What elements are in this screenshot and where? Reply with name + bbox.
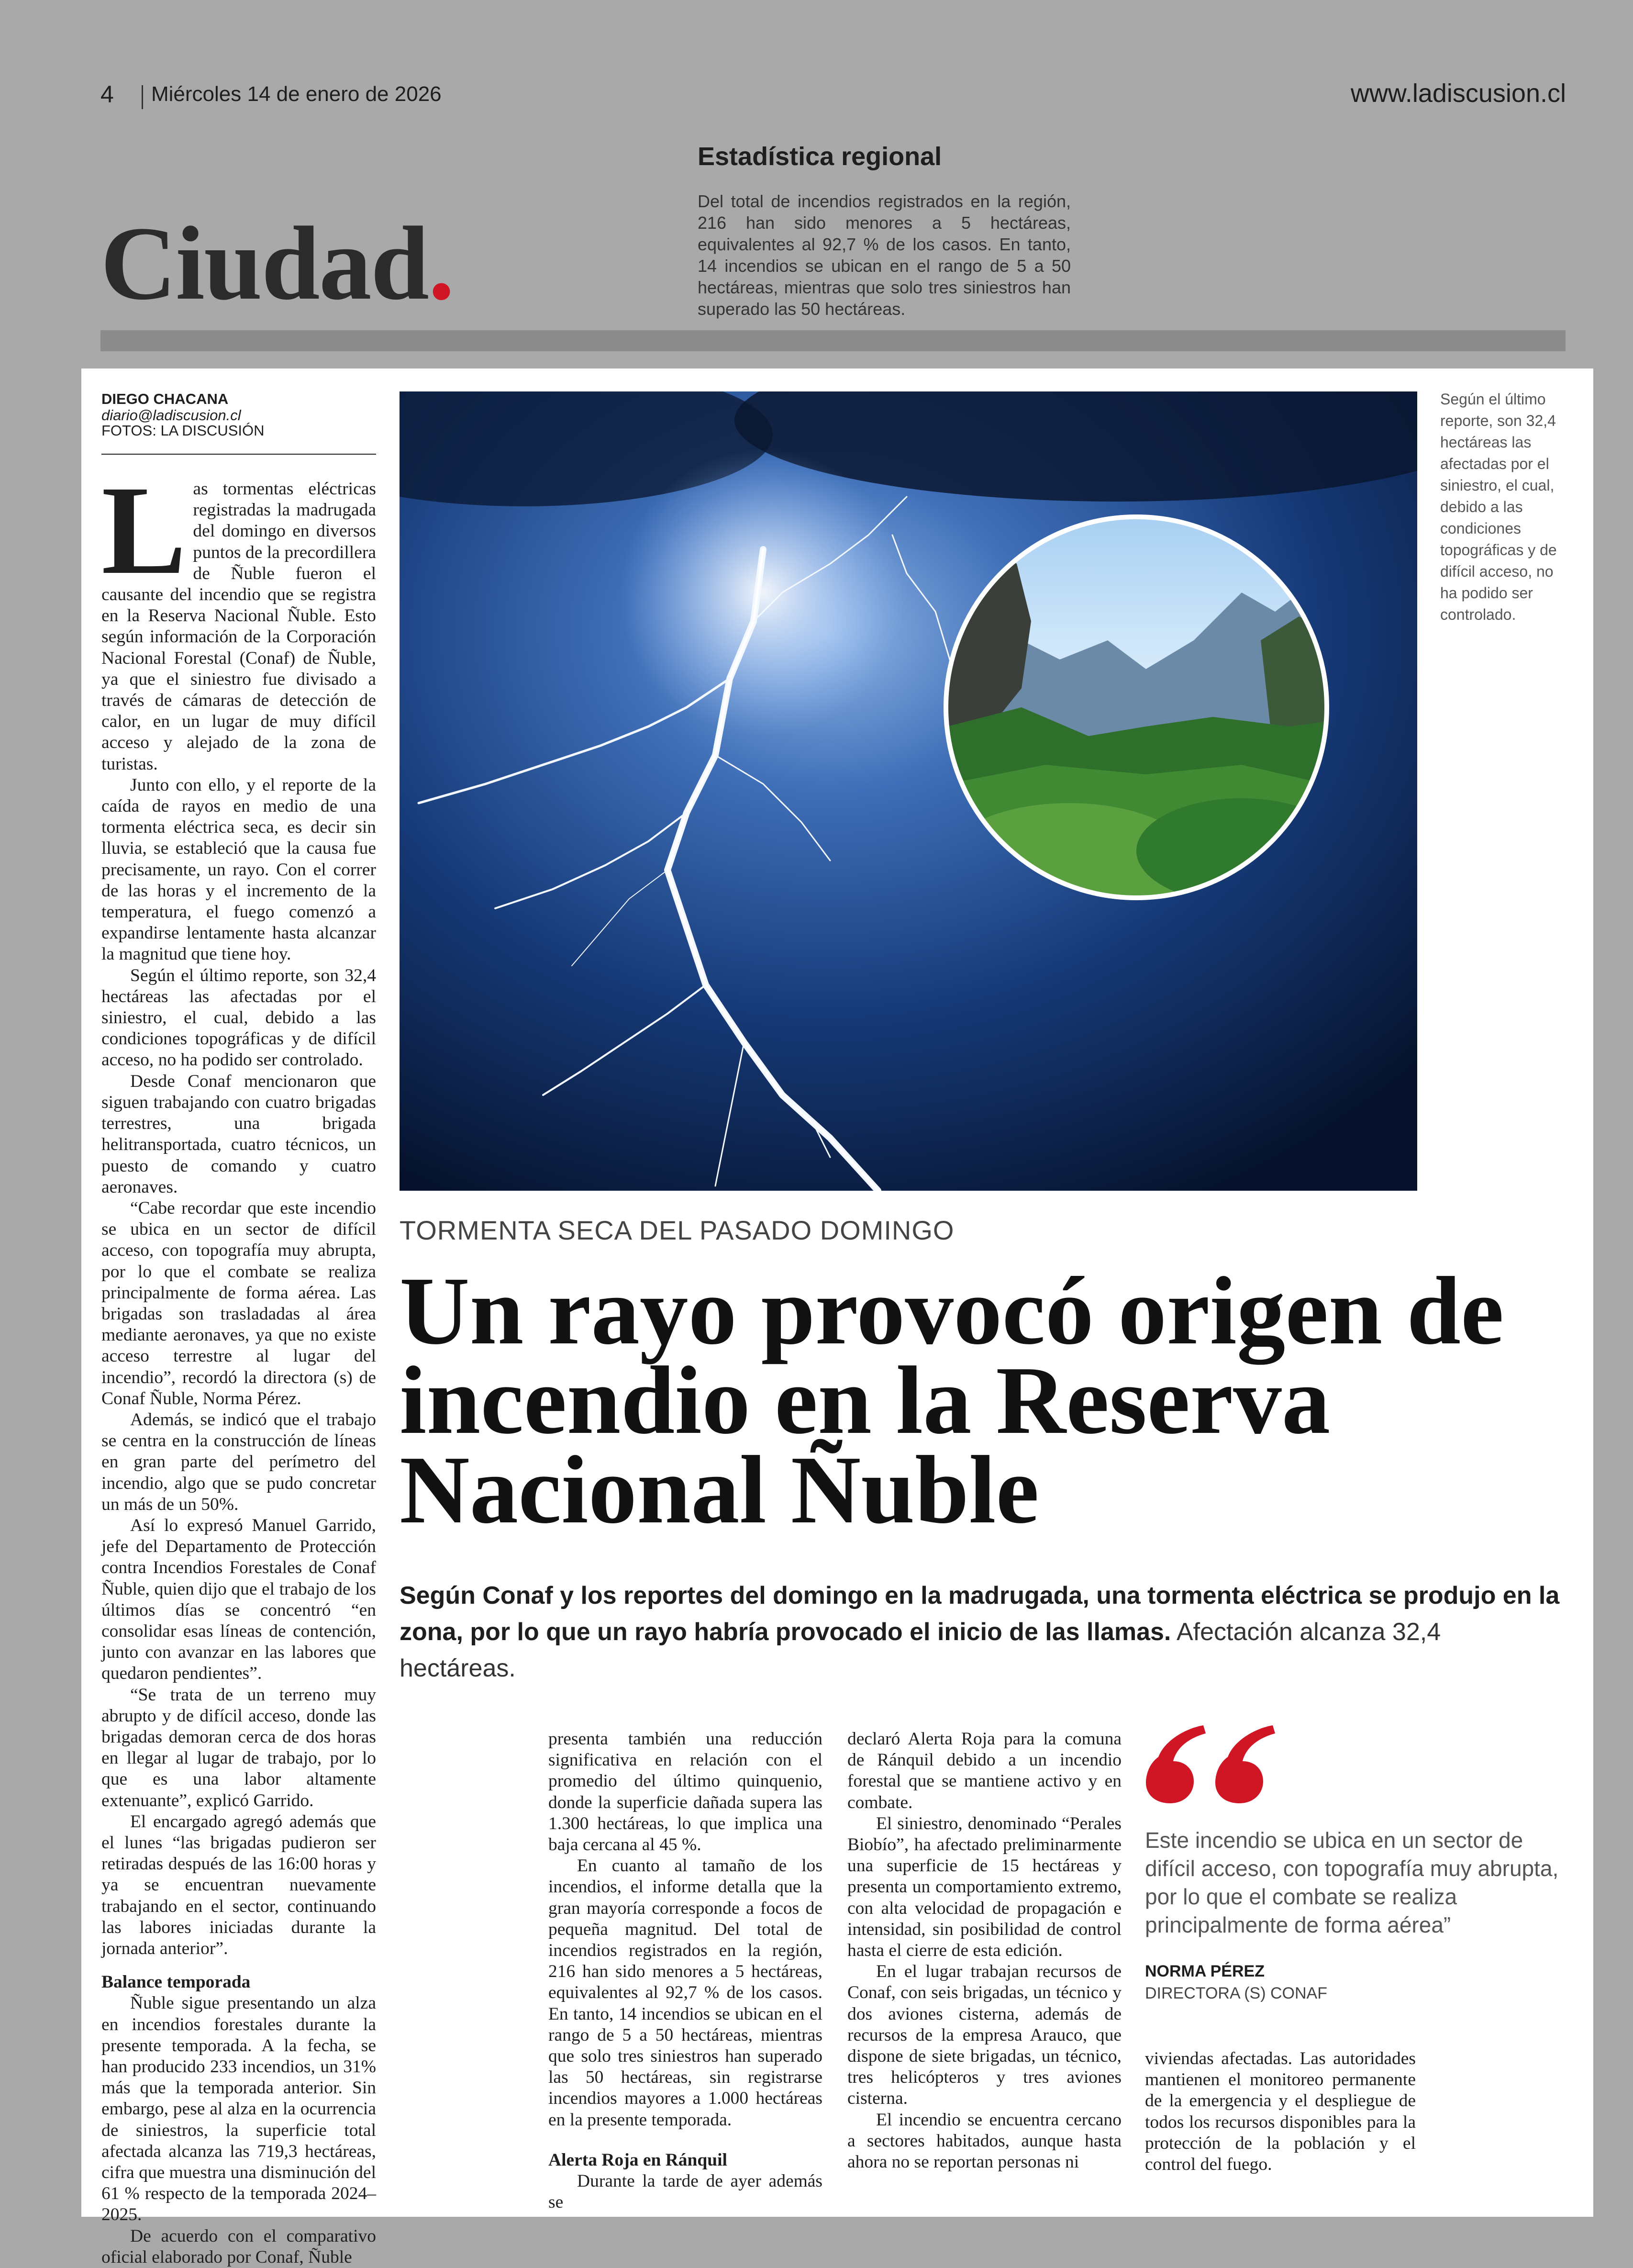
paragraph: Además, se indicó que el trabajo se centra en la construcción de líneas en gran parte del perímetro del incendio, algo que se pudo concretar un más de un 50%. [101,1409,376,1514]
lead-regular: Afectación alcanza 32,4 hectáreas. [400,1618,1441,1682]
quote-mark-icon [1144,1723,1278,1807]
article-headline: Un rayo provocó origen de incendio en la Reserva Nacional Ñuble [400,1257,1504,1543]
article-column-2 [548,1729,822,2213]
article-kicker: TORMENTA SECA DEL PASADO DOMINGO [400,1215,955,1245]
article-column-4 [1145,2048,1416,2175]
quote-text: Este incendio se ubica en un sector de difícil acceso, con topografía muy abrupta, por lo que el combate se realiza principalmente de forma aérea” [1145,1828,1559,1937]
lightning-photo [400,391,1417,1191]
paragraph: En el lugar trabajan recursos de Conaf, con seis brigadas, un técnico y dos aviones cisterna, además de recursos de la empresa Arauco, que dispone de siete brigadas, un técnico, tres helicópteros y tres aviones cisterna. [847,1962,1122,2109]
byline-author: DIEGO CHACANA [101,391,229,407]
paragraph: En cuanto al tamaño de los incendios, el informe detalla que la gran mayoría corresponde a focos de pequeña magnitud. Del total de incendios registrados en la región, 216 han sido menores a 5 hectáreas, equivalentes al 92,7 % de los casos. En tanto, 14 incendios se ubican en el rango de 5 a 50 hectáreas, mientras que solo tres siniestros han superado las 50 hectáreas, sin registrarse incendios mayores a 1.000 hectáreas en la presente temporada. [548,1856,822,2130]
byline-email[interactable]: diario@ladiscusion.cl [101,407,241,424]
paragraph: as tormentas eléctricas registradas la madrugada del domingo en diversos puntos de la precordillera de Ñuble fueron el causante del incendio que se registra en la Reserva Nacional Ñuble. Esto según información de la Corporación Nacional Forestal (Conaf) de Ñuble, ya que el siniestro fue divisado a través de cámaras de detección de calor, en un lugar de muy difícil acceso y alejado de la zona de turistas. [101,479,376,774]
header-date: Miércoles 14 de enero de 2026 [151,82,442,106]
paragraph: declaró Alerta Roja para la comuna de Ránquil debido a un incendio forestal que se mantiene activo y en combate. [847,1729,1122,1812]
paragraph: “Se trata de un terreno muy abrupto y de difícil acceso, donde las brigadas demoran cerca de dos horas en llegar al lugar de trabajo, por lo que es una labor altamente extenuante”, explicó Garrido. [101,1685,376,1810]
paragraph: De acuerdo con el comparativo oficial elaborado por Conaf, Ñuble [101,2226,376,2267]
paragraph: presenta también una reducción significativa en relación con el promedio del último quinquenio, donde la superficie dañada supera las 1.300 hectáreas, lo que implica una baja cercana al 45 %. [548,1729,822,1855]
dropcap: L [101,459,187,601]
lead-bold: Según Conaf y los reportes del domingo en la madrugada, una tormenta eléctrica se produjo en la zona, por lo que un rayo habría provocado el inicio de las llamas. [400,1582,1560,1646]
paragraph: Desde Conaf mencionaron que siguen trabajando con cuatro brigadas terrestres, una brigada helitransportada, cuatro técnicos, un puesto de comando y cuatro aeronaves. [101,1071,376,1197]
header-separator [142,85,143,109]
article-lead [400,1577,1562,1687]
paragraph: El siniestro, denominado “Perales Biobío”, ha afectado preliminarmente una superficie de 15 hectáreas y presenta un comportamiento extremo, con alta velocidad de propagación e intensidad, sin posibilidad de control hasta el cierre de esta edición. [847,1813,1122,1961]
lightning-illustration [400,391,1417,1191]
byline-photos: FOTOS: LA DISCUSIÓN [101,422,265,439]
section-dot: . [428,205,454,322]
paragraph: Ñuble sigue presentando un alza en incendios forestales durante la presente temporada. A la fecha, se han producido 233 incendios, un 31% más que la temporada anterior. Sin embargo, pese al alza en la ocurrencia de siniestros, la superficie total afectada alcanza las 719,3 hectáreas, cifra que muestra una disminución del 61 % respecto de la temporada 2024–2025. [101,1993,376,2225]
page-number: 4 [100,81,114,108]
section-name: Ciudad [100,205,429,322]
quote-author: NORMA PÉREZ [1145,1962,1265,1980]
subheading: Alerta Roja en Ránquil [548,2150,727,2170]
paragraph: Durante la tarde de ayer además se [548,2171,822,2212]
photo-caption: Según el último reporte, son 32,4 hectáreas las afectadas por el siniestro, el cual, debido a las condiciones topográficas y de difícil acceso, no ha podido ser controlado. [1440,391,1557,623]
paragraph: El encargado agregó además que el lunes “las brigadas pudieron ser retiradas después de las 16:00 horas y ya se encuentran nuevamente trabajando en el sector, continuando las labores iniciadas durante la jornada anterior”. [101,1811,376,1959]
paragraph: El incendio se encuentra cercano a sectores habitados, aunque hasta ahora no se reportan personas ni [847,2110,1122,2172]
article-column-3 [847,1729,1122,2173]
section-bar [100,330,1566,351]
paragraph: “Cabe recordar que este incendio se ubica en un sector de difícil acceso, con topografía muy abrupta, por lo que el combate se realiza principalmente de forma aérea. Las brigadas son trasladadas al área mediante aeronaves, ya que no existe acceso terrestre al lugar del incendio”, recordó la directora (s) de Conaf Ñuble, Norma Pérez. [101,1198,376,1408]
subheading: Balance temporada [101,1972,251,1992]
paragraph: Según el último reporte, son 32,4 hectáreas las afectadas por el siniestro, el cual, debido a las condiciones topográficas y de difícil acceso, no ha podido ser controlado. [101,965,376,1070]
byline-rule [101,454,376,455]
header-website[interactable]: www.ladiscusion.cl [1350,79,1566,108]
paragraph: viviendas afectadas. Las autoridades mantienen el monitoreo permanente de la emergencia y el despliegue de todos los recursos disponibles para la protección de la población y el control del fuego. [1145,2049,1416,2175]
section-title [100,205,454,322]
quote-role: DIRECTORA (S) CONAF [1145,1984,1327,2002]
paragraph: Así lo expresó Manuel Garrido, jefe del Departamento de Protección contra Incendios Forestales de Conaf Ñuble, quien dijo que el trabajo de los últimos días se concentró “en consolidar esas líneas de contención, junto con avanzar en las labores que quedaron pendientes”. [101,1515,376,1684]
paragraph: Junto con ello, y el reporte de la caída de rayos en medio de una tormenta eléctrica seca, es decir sin lluvia, se estableció que la causa fue precisamente, un rayo. Con el correr de las horas y el incremento de la temperatura, el fuego comenzó a expandirse lentamente hasta alcanzar la magnitud que tiene hoy. [101,775,376,964]
stats-title: Estadística regional [698,142,942,171]
stats-text: Del total de incendios registrados en la región, 216 han sido menores a 5 hectáreas, equivalentes al 92,7 % de los casos. En tanto, 14 incendios se ubican en el rango de 5 a 50 hectáreas, mientras que solo tres siniestros han superado las 50 hectáreas. [698,191,1071,319]
article-column-1 [101,459,376,2268]
